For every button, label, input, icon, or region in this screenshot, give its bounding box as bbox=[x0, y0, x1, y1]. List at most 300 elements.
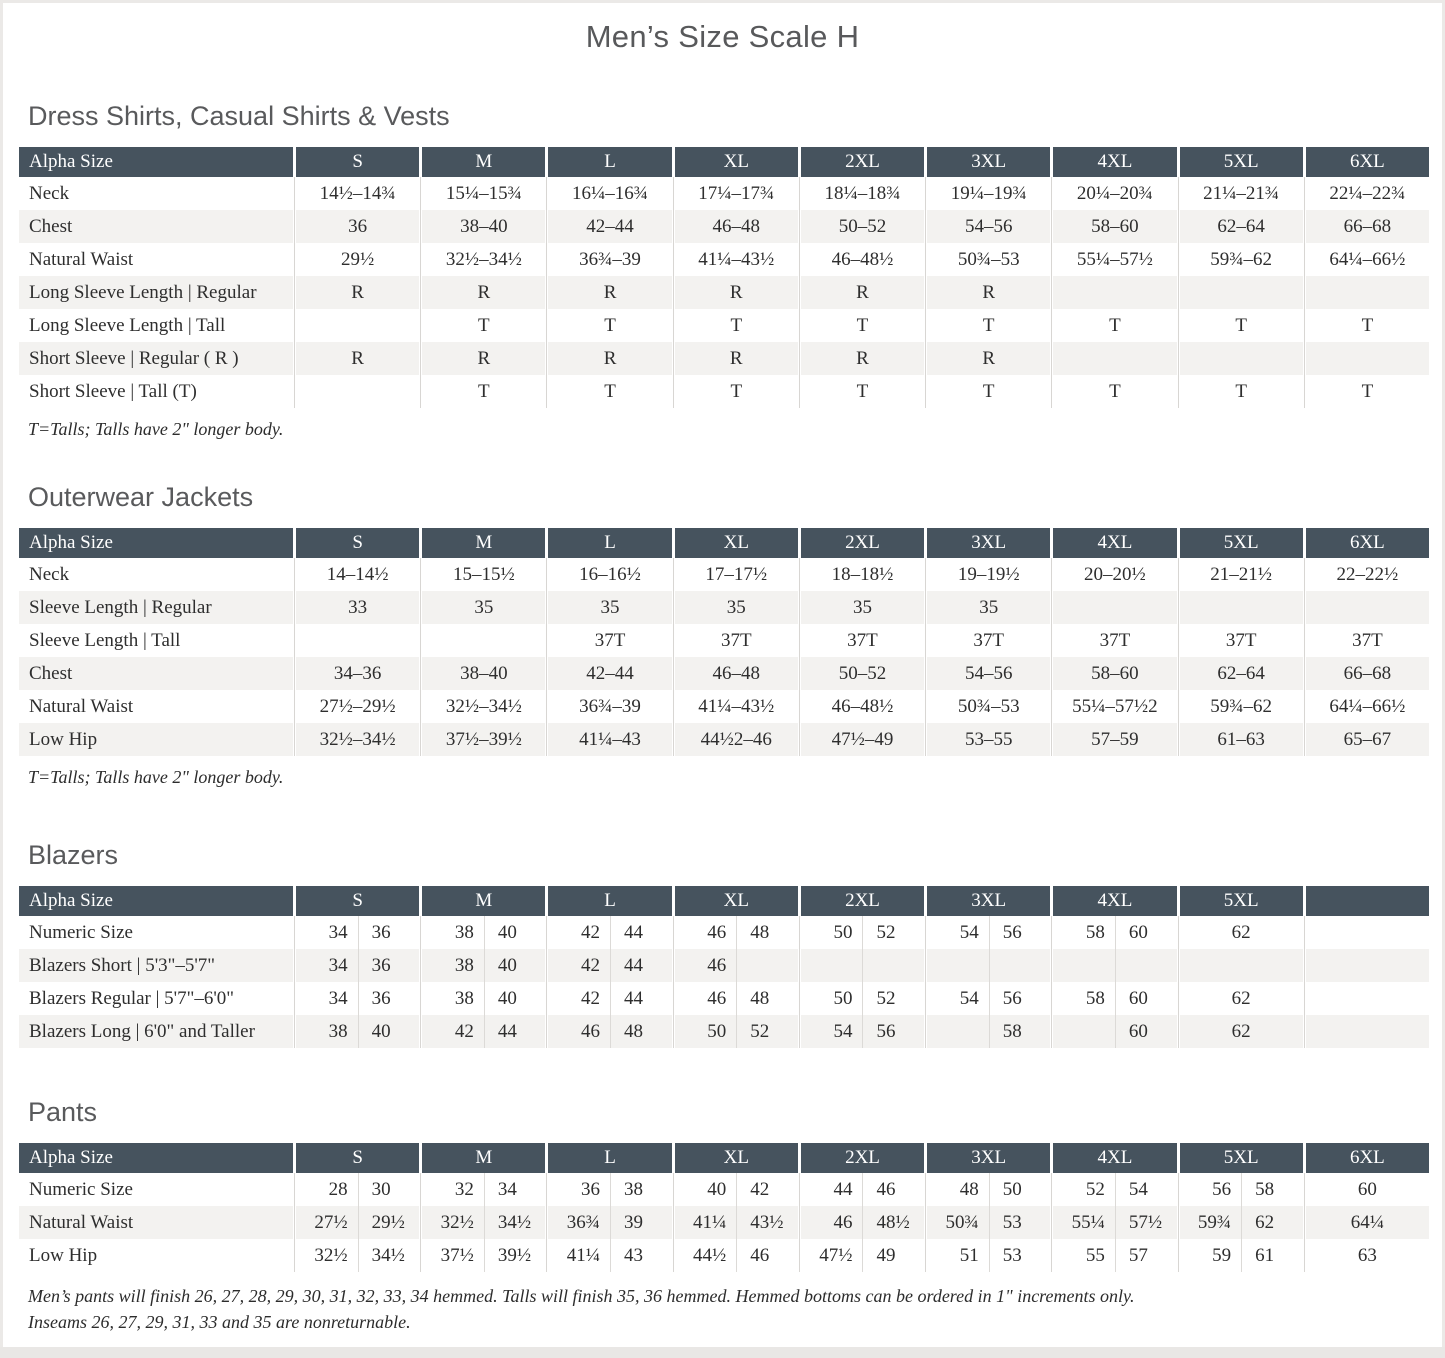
cell-value-b: 53 bbox=[989, 1206, 1051, 1239]
cell bbox=[422, 949, 545, 982]
cell-value-b: 52 bbox=[862, 982, 924, 1015]
row-label: Short Sleeve | Regular ( R ) bbox=[19, 342, 293, 375]
cell-value-b: 46 bbox=[736, 1239, 798, 1272]
cell-value-a: 34 bbox=[328, 922, 348, 943]
cell bbox=[927, 916, 1050, 949]
cell: R bbox=[548, 342, 671, 375]
cell: 62 bbox=[1180, 982, 1303, 1015]
cell: 38–40 bbox=[422, 657, 545, 690]
column-header-2XL: 2XL bbox=[801, 886, 924, 916]
cell bbox=[296, 309, 419, 342]
cell: T bbox=[1306, 309, 1429, 342]
cell: 62–64 bbox=[1180, 210, 1303, 243]
cell-value-a: 46 bbox=[581, 1021, 601, 1042]
column-header-XL: XL bbox=[675, 886, 798, 916]
cell-value-a: 59 bbox=[1212, 1245, 1232, 1266]
cell-value-a: 32 bbox=[454, 1179, 474, 1200]
cell: R bbox=[927, 342, 1050, 375]
cell: 19–19½ bbox=[927, 558, 1050, 591]
cell bbox=[1306, 949, 1429, 982]
cell-value-b: 52 bbox=[736, 1015, 798, 1048]
cell-value-a: 54 bbox=[959, 988, 979, 1009]
cell-value-b: 30 bbox=[358, 1173, 420, 1206]
cell-value-a: 50 bbox=[833, 922, 853, 943]
cell-value-a: 41¼ bbox=[693, 1212, 727, 1233]
cell: 20–20½ bbox=[1053, 558, 1176, 591]
table-row bbox=[19, 243, 1429, 276]
cell-value-a: 32½ bbox=[314, 1245, 348, 1266]
cell: 22¼–22¾ bbox=[1306, 177, 1429, 210]
cell: 17–17½ bbox=[675, 558, 798, 591]
cell: T bbox=[927, 309, 1050, 342]
cell: 38–40 bbox=[422, 210, 545, 243]
cell bbox=[801, 1206, 924, 1239]
cell bbox=[548, 1239, 671, 1272]
header-row bbox=[19, 886, 1429, 916]
column-header-3XL: 3XL bbox=[927, 147, 1050, 177]
cell-value-b: 62 bbox=[1241, 1206, 1303, 1239]
column-header-5XL: 5XL bbox=[1180, 1143, 1303, 1173]
cell: 62–64 bbox=[1180, 657, 1303, 690]
cell: 37T bbox=[548, 624, 671, 657]
cell-value-a: 28 bbox=[328, 1179, 348, 1200]
cell: 41¼–43 bbox=[548, 723, 671, 756]
cell-value-b: 53 bbox=[989, 1239, 1051, 1272]
cell-value-a: 42 bbox=[581, 988, 601, 1009]
cell: 58–60 bbox=[1053, 657, 1176, 690]
row-label: Short Sleeve | Tall (T) bbox=[29, 381, 197, 402]
table-row bbox=[19, 723, 1429, 756]
cell-value-a: 51 bbox=[959, 1245, 979, 1266]
cell bbox=[548, 982, 671, 1015]
cell-value-b: 48½ bbox=[862, 1206, 924, 1239]
cell-value-b: 29½ bbox=[358, 1206, 420, 1239]
cell-value-a: 55 bbox=[1085, 1245, 1105, 1266]
cell: 37T bbox=[801, 624, 924, 657]
cell: 55¼–57½ bbox=[1053, 243, 1176, 276]
cell bbox=[927, 949, 1050, 982]
cell-value-a: 46 bbox=[707, 955, 727, 976]
column-header-3XL: 3XL bbox=[927, 528, 1050, 558]
cell bbox=[1053, 1173, 1176, 1206]
cell-value-a: 40 bbox=[707, 1179, 727, 1200]
cell: 50–52 bbox=[801, 657, 924, 690]
cell bbox=[675, 949, 798, 982]
cell: 20¼–20¾ bbox=[1053, 177, 1176, 210]
cell: 16–16½ bbox=[548, 558, 671, 591]
cell-value-b: 40 bbox=[484, 949, 546, 982]
row-label: Long Sleeve Length | Regular bbox=[19, 276, 293, 309]
cell: 50¾–53 bbox=[927, 243, 1050, 276]
column-header-L: L bbox=[548, 147, 671, 177]
column-header-3XL: 3XL bbox=[927, 886, 1050, 916]
row-label: Blazers Long | 6'0" and Taller bbox=[19, 1015, 293, 1048]
cell bbox=[927, 1173, 1050, 1206]
cell bbox=[1306, 1015, 1429, 1048]
cell-value-a bbox=[927, 949, 989, 982]
column-header-blank bbox=[1306, 886, 1429, 916]
cell-value-b bbox=[989, 949, 1051, 982]
cell-value-b: 39 bbox=[610, 1206, 672, 1239]
cell: 14–14½ bbox=[296, 558, 419, 591]
cell-value-b: 43½ bbox=[736, 1206, 798, 1239]
cell: 27½–29½ bbox=[296, 690, 419, 723]
talls-footnote: T=Talls; Talls have 2" longer body. bbox=[28, 767, 284, 787]
cell: 19¼–19¾ bbox=[927, 177, 1050, 210]
cell-value-a: 50 bbox=[833, 988, 853, 1009]
cell-value-a: 42 bbox=[581, 922, 601, 943]
cell-value-a: 42 bbox=[454, 1021, 474, 1042]
cell bbox=[422, 624, 545, 657]
cell: 62 bbox=[1180, 916, 1303, 949]
table-row bbox=[19, 309, 1429, 342]
cell-value-b: 34½ bbox=[484, 1206, 546, 1239]
column-header-2XL: 2XL bbox=[801, 528, 924, 558]
cell: 65–67 bbox=[1306, 723, 1429, 756]
cell-value-a: 38 bbox=[454, 988, 474, 1009]
cell bbox=[1053, 276, 1176, 309]
row-label: Chest bbox=[19, 657, 293, 690]
cell bbox=[1306, 982, 1429, 1015]
cell-value-a: 32½ bbox=[440, 1212, 474, 1233]
column-header-6XL: 6XL bbox=[1306, 528, 1429, 558]
table-row bbox=[19, 210, 1429, 243]
cell-value-a: 50 bbox=[707, 1021, 727, 1042]
cell bbox=[1306, 916, 1429, 949]
cell: 15¼–15¾ bbox=[422, 177, 545, 210]
cell-value-a: 34 bbox=[328, 955, 348, 976]
column-header-S: S bbox=[296, 1143, 419, 1173]
cell bbox=[422, 1015, 545, 1048]
cell bbox=[1053, 1015, 1176, 1048]
cell-value-b: 57½ bbox=[1115, 1206, 1177, 1239]
cell bbox=[1306, 276, 1429, 309]
cell bbox=[675, 1015, 798, 1048]
cell bbox=[422, 1173, 545, 1206]
cell bbox=[1180, 342, 1303, 375]
cell bbox=[1053, 1206, 1176, 1239]
column-header-4XL: 4XL bbox=[1053, 886, 1176, 916]
cell bbox=[1053, 916, 1176, 949]
cell: 61–63 bbox=[1180, 723, 1303, 756]
cell: 46–48½ bbox=[801, 243, 924, 276]
cell: T bbox=[422, 375, 545, 408]
cell: R bbox=[675, 276, 798, 309]
cell bbox=[801, 949, 924, 982]
cell-value-a: 41¼ bbox=[566, 1245, 601, 1266]
cell: 58–60 bbox=[1053, 210, 1176, 243]
cell: T bbox=[801, 309, 924, 342]
page-title: Men’s Size Scale H bbox=[585, 19, 860, 54]
footnote-line-2: Inseams 26, 27, 29, 31, 33 and 35 are nonreturnable. bbox=[28, 1312, 411, 1332]
cell-value-b: 48 bbox=[736, 916, 798, 949]
cell: 33 bbox=[296, 591, 419, 624]
cell-value-a: 42 bbox=[581, 955, 601, 976]
cell-value-b: 56 bbox=[989, 916, 1051, 949]
cell-value-b: 36 bbox=[358, 949, 420, 982]
row-label: Low Hip bbox=[29, 1245, 98, 1266]
cell bbox=[548, 1206, 671, 1239]
column-header-alpha-size: Alpha Size bbox=[19, 1143, 293, 1173]
cell: 47½–49 bbox=[801, 723, 924, 756]
cell bbox=[1306, 342, 1429, 375]
cell bbox=[675, 1206, 798, 1239]
cell: 35 bbox=[801, 591, 924, 624]
cell bbox=[296, 1239, 419, 1272]
cell-value-b: 44 bbox=[484, 1015, 546, 1048]
column-header-L: L bbox=[548, 528, 671, 558]
cell: T bbox=[548, 309, 671, 342]
cell bbox=[675, 1173, 798, 1206]
cell bbox=[801, 1015, 924, 1048]
column-header-M: M bbox=[422, 1143, 545, 1173]
cell: 15–15½ bbox=[422, 558, 545, 591]
cell: 32½–34½ bbox=[422, 690, 545, 723]
table-row bbox=[19, 916, 1429, 949]
table-row bbox=[19, 624, 1429, 657]
cell bbox=[422, 916, 545, 949]
cell: R bbox=[801, 276, 924, 309]
cell-value-a: 54 bbox=[959, 922, 979, 943]
cell bbox=[296, 916, 419, 949]
cell: T bbox=[675, 375, 798, 408]
column-header-L: L bbox=[548, 1143, 671, 1173]
cell-value-b: 36 bbox=[358, 916, 420, 949]
row-label: Sleeve Length | Tall bbox=[29, 630, 181, 651]
column-header-4XL: 4XL bbox=[1053, 1143, 1176, 1173]
cell: 32½–34½ bbox=[296, 723, 419, 756]
cell bbox=[1306, 591, 1429, 624]
column-header-S: S bbox=[296, 886, 419, 916]
cell: 42–44 bbox=[548, 210, 671, 243]
cell-value-b: 43 bbox=[610, 1239, 672, 1272]
cell: 66–68 bbox=[1306, 657, 1429, 690]
cell: 50¾–53 bbox=[927, 690, 1050, 723]
cell-value-a: 59¾ bbox=[1197, 1212, 1232, 1233]
column-header-XL: XL bbox=[675, 528, 798, 558]
cell: R bbox=[675, 342, 798, 375]
column-header-6XL: 6XL bbox=[1306, 1143, 1429, 1173]
row-label: Natural Waist bbox=[29, 696, 134, 717]
cell: 41¼–43½ bbox=[675, 690, 798, 723]
table-row bbox=[19, 375, 1429, 408]
cell-value-a: 36 bbox=[581, 1179, 601, 1200]
cell: 62 bbox=[1180, 1015, 1303, 1048]
section-blazers bbox=[3, 838, 1442, 1048]
cell: 21–21½ bbox=[1180, 558, 1303, 591]
cell bbox=[1053, 982, 1176, 1015]
cell-value-b: 40 bbox=[484, 982, 546, 1015]
cell: 36¾–39 bbox=[548, 243, 671, 276]
cell-value-a bbox=[927, 1015, 989, 1048]
cell bbox=[548, 1015, 671, 1048]
table-row bbox=[19, 982, 1429, 1015]
talls-footnote: T=Talls; Talls have 2" longer body. bbox=[28, 419, 284, 439]
section-outerwear-jackets bbox=[3, 480, 1442, 789]
column-header-M: M bbox=[422, 886, 545, 916]
cell: 60 bbox=[1306, 1173, 1429, 1206]
cell: T bbox=[1180, 375, 1303, 408]
table-row bbox=[19, 591, 1429, 624]
cell-value-b: 40 bbox=[358, 1015, 420, 1048]
cell-value-b: 56 bbox=[862, 1015, 924, 1048]
cell: 35 bbox=[927, 591, 1050, 624]
cell: 29½ bbox=[296, 243, 419, 276]
footnote-line-1: Men’s pants will finish 26, 27, 28, 29, 30, 31, 32, 33, 34 hemmed. Talls will finish 35, 36 hemmed. Hemmed bottoms can be ordered in 1" increments only. bbox=[28, 1286, 1135, 1306]
cell: 54–56 bbox=[927, 657, 1050, 690]
table-row bbox=[19, 177, 1429, 210]
cell: 54–56 bbox=[927, 210, 1050, 243]
cell bbox=[548, 1173, 671, 1206]
cell-value-a: 58 bbox=[1085, 922, 1105, 943]
cell: T bbox=[1306, 375, 1429, 408]
cell-value-a: 52 bbox=[1085, 1179, 1105, 1200]
cell: 46–48½ bbox=[801, 690, 924, 723]
cell bbox=[927, 982, 1050, 1015]
cell bbox=[1053, 591, 1176, 624]
row-label: Low Hip bbox=[19, 723, 293, 756]
table-row bbox=[19, 657, 1429, 690]
dress-shirts-table bbox=[16, 147, 1432, 408]
cell: R bbox=[296, 276, 419, 309]
cell-value-b: 60 bbox=[1115, 916, 1177, 949]
column-header-5XL: 5XL bbox=[1180, 147, 1303, 177]
cell-value-a: 46 bbox=[707, 922, 727, 943]
cell: 35 bbox=[422, 591, 545, 624]
cell: R bbox=[422, 276, 545, 309]
cell: 44½2–46 bbox=[675, 723, 798, 756]
cell-value-b: 60 bbox=[1115, 982, 1177, 1015]
cell bbox=[1180, 949, 1303, 982]
cell: 16¼–16¾ bbox=[548, 177, 671, 210]
cell-value-a: 56 bbox=[1212, 1179, 1232, 1200]
cell-value-b: 49 bbox=[862, 1239, 924, 1272]
section-heading-pants: Pants bbox=[28, 1097, 98, 1127]
cell: 36 bbox=[296, 210, 419, 243]
column-header-4XL: 4XL bbox=[1053, 528, 1176, 558]
row-label: Natural Waist bbox=[29, 249, 134, 270]
cell-value-b: 42 bbox=[736, 1173, 798, 1206]
cell-value-b: 57 bbox=[1115, 1239, 1177, 1272]
cell: 46–48 bbox=[675, 210, 798, 243]
section-pants bbox=[3, 1095, 1442, 1335]
header-row bbox=[19, 147, 1429, 177]
cell-value-b: 38 bbox=[610, 1173, 672, 1206]
column-header-2XL: 2XL bbox=[801, 147, 924, 177]
cell: 64¼ bbox=[1306, 1206, 1429, 1239]
table-row bbox=[19, 276, 1429, 309]
cell-value-a: 46 bbox=[707, 988, 727, 1009]
cell: R bbox=[801, 342, 924, 375]
cell: 37T bbox=[675, 624, 798, 657]
cell bbox=[801, 982, 924, 1015]
cell-value-b: 44 bbox=[610, 982, 672, 1015]
column-header-M: M bbox=[422, 528, 545, 558]
cell bbox=[296, 375, 419, 408]
cell-value-a: 27½ bbox=[314, 1212, 348, 1233]
cell bbox=[1180, 1206, 1303, 1239]
cell: 64¼–66½ bbox=[1306, 690, 1429, 723]
cell bbox=[548, 916, 671, 949]
header-row bbox=[19, 1143, 1429, 1173]
cell bbox=[801, 1239, 924, 1272]
table-row bbox=[19, 342, 1429, 375]
cell-value-a bbox=[1053, 949, 1115, 982]
table-row bbox=[19, 949, 1429, 982]
column-header-alpha-size: Alpha Size bbox=[19, 147, 293, 177]
row-label: Blazers Short | 5'3"–5'7" bbox=[19, 949, 293, 982]
cell-value-a: 44½ bbox=[693, 1245, 727, 1266]
row-label: Natural Waist bbox=[19, 1206, 293, 1239]
column-header-3XL: 3XL bbox=[927, 1143, 1050, 1173]
cell: 46–48 bbox=[675, 657, 798, 690]
table-row bbox=[19, 1173, 1429, 1206]
cell: R bbox=[548, 276, 671, 309]
cell-value-b: 56 bbox=[989, 982, 1051, 1015]
cell: 37T bbox=[1306, 624, 1429, 657]
cell bbox=[296, 949, 419, 982]
cell bbox=[422, 1206, 545, 1239]
cell: 63 bbox=[1306, 1239, 1429, 1272]
column-header-6XL: 6XL bbox=[1306, 147, 1429, 177]
header-row bbox=[19, 528, 1429, 558]
cell-value-b: 54 bbox=[1115, 1173, 1177, 1206]
cell: 35 bbox=[675, 591, 798, 624]
cell: 22–22½ bbox=[1306, 558, 1429, 591]
cell: T bbox=[801, 375, 924, 408]
cell: 55¼–57½2 bbox=[1053, 690, 1176, 723]
cell: T bbox=[422, 309, 545, 342]
cell: 14½–14¾ bbox=[296, 177, 419, 210]
cell bbox=[1180, 1239, 1303, 1272]
cell: 34–36 bbox=[296, 657, 419, 690]
cell: 66–68 bbox=[1306, 210, 1429, 243]
cell-value-b: 50 bbox=[989, 1173, 1051, 1206]
column-header-2XL: 2XL bbox=[801, 1143, 924, 1173]
cell: 21¼–21¾ bbox=[1180, 177, 1303, 210]
sections bbox=[3, 99, 1442, 1335]
cell bbox=[422, 1239, 545, 1272]
cell: 37T bbox=[1053, 624, 1176, 657]
cell: 35 bbox=[548, 591, 671, 624]
cell bbox=[801, 916, 924, 949]
cell bbox=[296, 1173, 419, 1206]
cell-value-a bbox=[801, 949, 863, 982]
cell: 18¼–18¾ bbox=[801, 177, 924, 210]
cell: R bbox=[296, 342, 419, 375]
cell: 42–44 bbox=[548, 657, 671, 690]
cell bbox=[801, 1173, 924, 1206]
cell: 50–52 bbox=[801, 210, 924, 243]
row-label: Sleeve Length | Regular bbox=[19, 591, 293, 624]
cell bbox=[927, 1239, 1050, 1272]
cell bbox=[1180, 276, 1303, 309]
table-row bbox=[19, 1239, 1429, 1272]
cell-value-a: 34 bbox=[328, 988, 348, 1009]
cell-value-a: 38 bbox=[328, 1021, 348, 1042]
cell bbox=[1180, 591, 1303, 624]
row-label: Numeric Size bbox=[29, 922, 133, 943]
cell: 59¾–62 bbox=[1180, 243, 1303, 276]
column-header-S: S bbox=[296, 528, 419, 558]
cell bbox=[675, 982, 798, 1015]
cell-value-b: 48 bbox=[736, 982, 798, 1015]
cell bbox=[296, 982, 419, 1015]
section-dress-shirts bbox=[3, 99, 1442, 441]
cell bbox=[422, 982, 545, 1015]
table-row bbox=[19, 1015, 1429, 1048]
cell bbox=[296, 1206, 419, 1239]
